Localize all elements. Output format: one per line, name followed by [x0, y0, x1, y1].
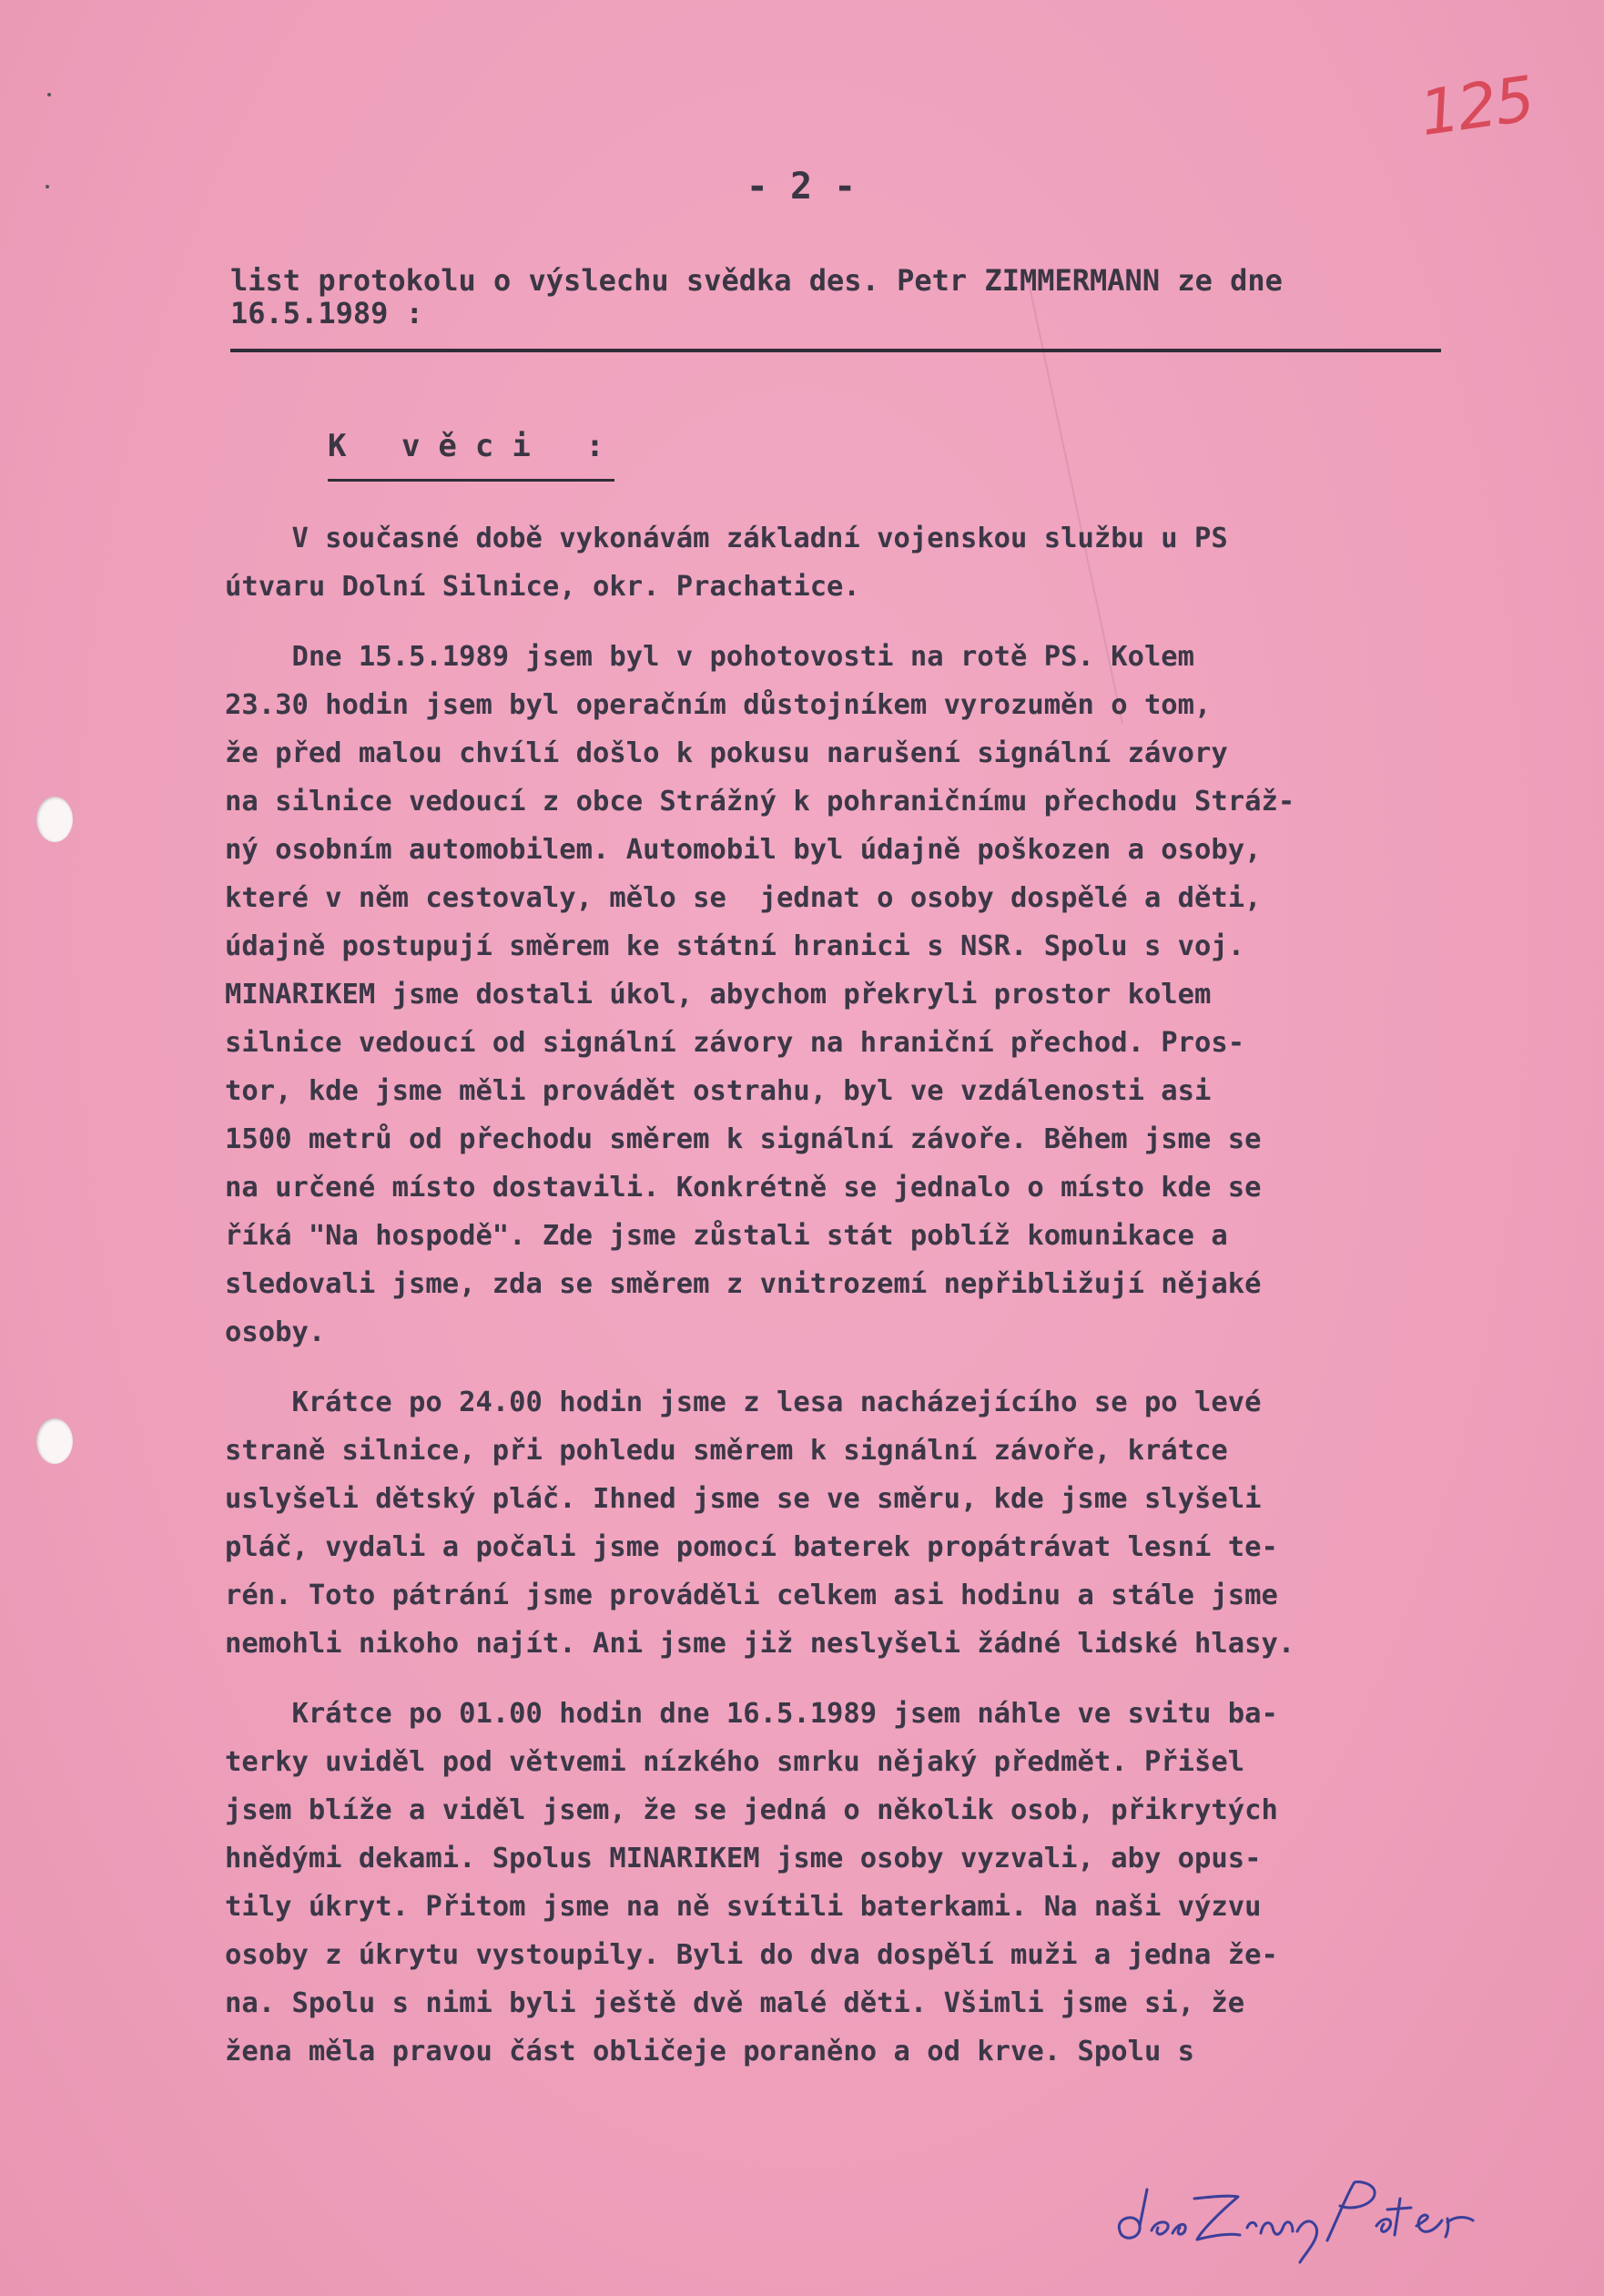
paragraph — [225, 1690, 1527, 2076]
text-line: ný osobním automobilem. Automobil byl údajně poškozen a osoby, — [225, 834, 1262, 866]
text-line: sledovali jsme, zda se směrem z vnitrozemí nepřibližují nějaké — [225, 1268, 1262, 1300]
paragraph — [225, 514, 1527, 611]
text-line: útvaru Dolní Silnice, okr. Prachatice. — [225, 571, 860, 603]
text-line: silnice vedoucí od signální závory na hraniční přechod. Pros- — [225, 1027, 1245, 1059]
text-line: údajně postupují směrem ke státní hranici s NSR. Spolu s voj. — [225, 930, 1245, 962]
handwritten-signature — [1111, 2162, 1493, 2271]
testimony-body — [225, 514, 1527, 2098]
text-line: hnědými dekami. Spolus MINARIKEM jsme osoby vyzvali, aby opus- — [225, 1843, 1262, 1874]
margin-mark — [47, 93, 51, 97]
text-line: osoby z úkrytu vystoupily. Byli do dva dospělí muži a jedna že- — [225, 1939, 1278, 1971]
header-rule — [230, 349, 1441, 352]
text-line: pláč, vydali a počali jsme pomocí baterek propátrávat lesní te- — [225, 1531, 1278, 1563]
text-line: Krátce po 24.00 hodin jsme z lesa nacházejícího se po levé — [225, 1387, 1262, 1418]
text-line: terky uviděl pod větvemi nízkého smrku nějaký předmět. Přišel — [225, 1746, 1245, 1778]
text-line: straně silnice, při pohledu směrem k signální závoře, krátce — [225, 1435, 1228, 1467]
text-line: tily úkryt. Přitom jsme na ně svítili baterkami. Na naši výzvu — [225, 1891, 1262, 1923]
margin-mark — [46, 185, 49, 188]
punch-hole — [36, 797, 73, 842]
text-line: na určené místo dostavili. Konkrétně se jednalo o místo kde se — [225, 1172, 1262, 1204]
page-number: - 2 - — [746, 166, 857, 208]
text-line: nemohli nikoho najít. Ani jsme již neslyšeli žádné lidské hlasy. — [225, 1628, 1295, 1660]
text-line: na. Spolu s nimi byli ještě dvě malé děti. Všimli jsme si, že — [225, 1987, 1245, 2019]
text-line: že před malou chvílí došlo k pokusu narušení signální závory — [225, 737, 1228, 769]
text-line: které v něm cestovaly, mělo se jednat o osoby dospělé a děti, — [225, 882, 1262, 914]
text-line: 1500 metrů od přechodu směrem k signální závoře. Během jsme se — [225, 1123, 1262, 1155]
text-line: žena měla pravou část obličeje poraněno a od krve. Spolu s — [225, 2036, 1195, 2067]
paragraph — [225, 1378, 1527, 1668]
text-line: na silnice vedoucí z obce Strážný k pohraničnímu přechodu Stráž- — [225, 786, 1295, 818]
protocol-header: list protokolu o výslechu svědka des. Petr ZIMMERMANN ze dne 16.5.1989 : — [230, 263, 1283, 330]
folio-number: 125 — [1416, 63, 1538, 151]
text-line: 23.30 hodin jsem byl operačním důstojníkem vyrozuměn o tom, — [225, 689, 1212, 721]
text-line: rén. Toto pátrání jsme prováděli celkem asi hodinu a stále jsme — [225, 1580, 1278, 1611]
text-line: osoby. — [225, 1316, 326, 1348]
text-line: Krátce po 01.00 hodin dne 16.5.1989 jsem náhle ve svitu ba- — [225, 1698, 1278, 1730]
text-line: uslyšeli dětský pláč. Ihned jsme se ve směru, kde jsme slyšeli — [225, 1483, 1262, 1515]
text-line: V současné době vykonávám základní vojenskou službu u PS — [225, 523, 1228, 554]
text-line: Dne 15.5.1989 jsem byl v pohotovosti na rotě PS. Kolem — [225, 641, 1195, 673]
section-heading: K věci : — [328, 428, 623, 464]
text-line: tor, kde jsme měli provádět ostrahu, byl ve vzdálenosti asi — [225, 1075, 1212, 1107]
heading-underline — [328, 479, 614, 482]
text-line: MINARIKEM jsme dostali úkol, abychom překryli prostor kolem — [225, 979, 1212, 1011]
text-line: jsem blíže a viděl jsem, že se jedná o několik osob, přikrytých — [225, 1794, 1278, 1826]
punch-hole — [36, 1418, 73, 1464]
paragraph — [225, 633, 1527, 1356]
text-line: říká "Na hospodě". Zde jsme zůstali stát poblíž komunikace a — [225, 1220, 1228, 1252]
